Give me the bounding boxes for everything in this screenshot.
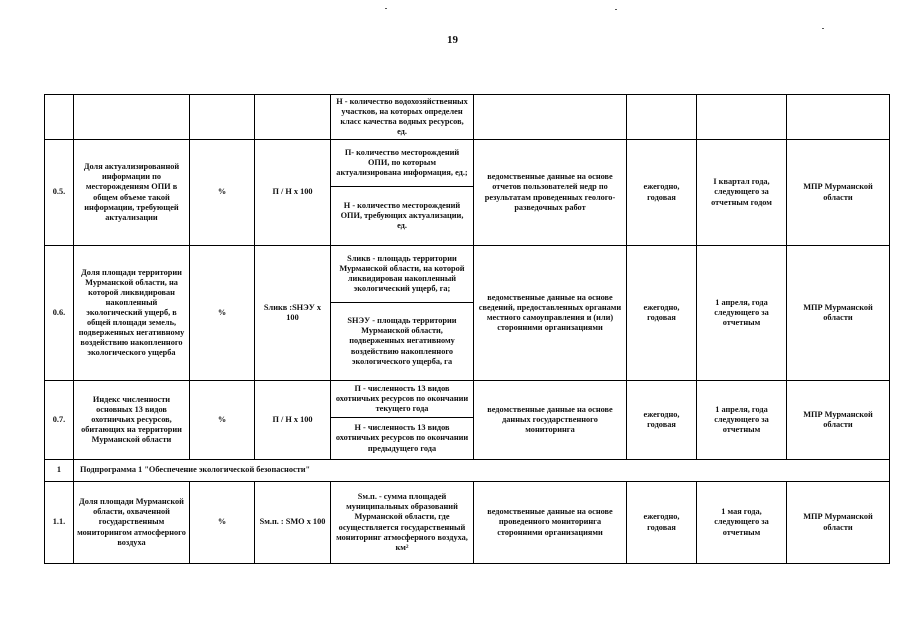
subprogram-title: Подпрограмма 1 "Обеспечение экологической безопасности": [74, 460, 890, 482]
definition-part-a: Sликв - площадь территории Мурманской области, на которой ликвидирован накопленный экологический ущерб, га;: [339, 253, 465, 294]
scan-speck: [615, 9, 617, 10]
subprogram-number: 1: [45, 460, 74, 482]
deadline-cell: [697, 95, 787, 140]
definition-part-a: П- количество месторождений ОПИ, по которым актуализирована информация, ед.;: [336, 147, 468, 178]
table-row: [45, 381, 890, 460]
row-number: [45, 95, 74, 140]
deadline-cell: 1 апреля, года следующего за отчетным: [697, 381, 787, 460]
definition-part-b: SНЭУ - площадь территории Мурманской области, подверженных негативному воздействию накопленного экологического ущерба, га: [331, 302, 473, 380]
definition-cell: [331, 95, 474, 140]
source-cell: ведомственные данные на основе данных государственного мониторинга: [474, 381, 627, 460]
table-row: [45, 482, 890, 564]
responsible-cell: МПР Мурманской области: [787, 246, 890, 381]
unit-cell: [190, 95, 255, 140]
row-number: 0.7.: [45, 381, 74, 460]
responsible-cell: [787, 95, 890, 140]
page-number: 19: [447, 34, 458, 46]
row-number: 0.5.: [45, 140, 74, 246]
subprogram-row: [45, 460, 890, 482]
responsible-cell: МПР Мурманской области: [787, 482, 890, 564]
deadline-cell: I квартал года, следующего за отчетным годом: [697, 140, 787, 246]
formula-cell: Sм.п. : SМО х 100: [255, 482, 331, 564]
unit-cell: %: [190, 482, 255, 564]
definition-cell: [331, 246, 474, 381]
responsible-cell: МПР Мурманской области: [787, 140, 890, 246]
definition-cell: [331, 482, 474, 564]
periodicity-cell: [627, 95, 697, 140]
indicators-table: [44, 94, 890, 564]
formula-cell: Sликв :SНЭУ х 100: [255, 246, 331, 381]
indicator-name: Доля площади территории Мурманской области, на которой ликвидирован накопленный экологический ущерб, в общей площади земель, подверженных негативному воздействию накопленного экологического ущерба: [74, 246, 190, 381]
periodicity-cell: ежегодно, годовая: [627, 482, 697, 564]
indicator-name: Доля актуализированной информации по месторождениям ОПИ в общем объеме такой информации, требующей актуализации: [74, 140, 190, 246]
row-number: 1.1.: [45, 482, 74, 564]
definition-part-b: Н - численность 13 видов охотничьих ресурсов по окончании предыдущего года: [331, 417, 473, 459]
source-cell: ведомственные данные на основе проведенного мониторинга сторонними организациями: [474, 482, 627, 564]
definition-part-a: П - численность 13 видов охотничьих ресурсов по окончании текущего года: [335, 383, 469, 414]
table-row: [45, 95, 890, 140]
periodicity-cell: ежегодно, годовая: [627, 246, 697, 381]
formula-cell: [255, 95, 331, 140]
unit-cell: %: [190, 381, 255, 460]
source-cell: ведомственные данные на основе отчетов пользователей недр по результатам проведенных геолого-разведочных работ: [474, 140, 627, 246]
scan-speck: [385, 8, 387, 9]
deadline-cell: 1 апреля, года следующего за отчетным: [697, 246, 787, 381]
table-row: [45, 140, 890, 246]
definition-text: Sм.п. - сумма площадей муниципальных образований Мурманской области, где осуществляется государственный мониторинг атмосферного воздуха, км²: [336, 492, 468, 552]
scan-speck: [822, 28, 824, 29]
unit-cell: %: [190, 140, 255, 246]
indicator-name: Индекс численности основных 13 видов охотничьих ресурсов, обитающих на территории Мурманской области: [74, 381, 190, 460]
definition-text: Н - количество водохозяйственных участков, на которых определен класс качества водных ресурсов, ед.: [336, 96, 468, 137]
unit-cell: %: [190, 246, 255, 381]
formula-cell: П / Н х 100: [255, 140, 331, 246]
indicator-name: Доля площади Мурманской области, охваченной государственным мониторингом атмосферного воздуха: [74, 482, 190, 564]
definition-cell: [331, 381, 474, 460]
indicator-name: [74, 95, 190, 140]
deadline-cell: 1 мая года, следующего за отчетным: [697, 482, 787, 564]
definition-cell: [331, 140, 474, 246]
row-number: 0.6.: [45, 246, 74, 381]
table-row: [45, 246, 890, 381]
source-cell: [474, 95, 627, 140]
formula-cell: П / Н х 100: [255, 381, 331, 460]
periodicity-cell: ежегодно, годовая: [627, 381, 697, 460]
periodicity-cell: ежегодно, годовая: [627, 140, 697, 246]
responsible-cell: МПР Мурманской области: [787, 381, 890, 460]
source-cell: ведомственные данные на основе сведений, предоставленных органами местного самоуправления и (или) сторонними организациями: [474, 246, 627, 381]
definition-part-b: Н - количество месторождений ОПИ, требующих актуализации, ед.: [331, 186, 473, 245]
